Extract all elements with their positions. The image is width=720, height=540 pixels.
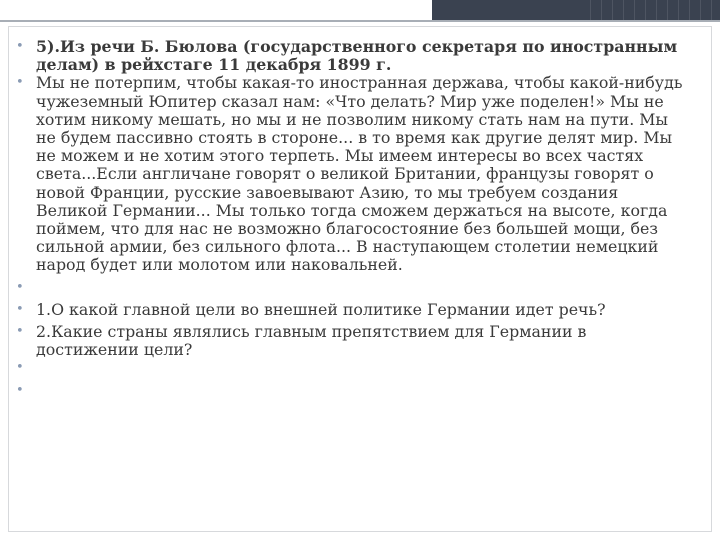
bullet-empty xyxy=(14,359,684,377)
bullet-icon: • xyxy=(16,382,24,398)
bullet-icon: • xyxy=(16,360,24,376)
quote-text: Мы не потерпим, чтобы какая-то иностранная держава, чтобы какой-нибудь чужеземный Юпитер сказал нам: «Что делать? Мир уже поделен!» Мы не хотим никому мешать, но мы и не позволим никому стать нам на пути. Мы не будем пассивно стоять в стороне... в то время как другие делят мир. Мы не можем и не хотим этого терпеть. Мы имеем интересы во всех частях света...Если англичане говорят о великой Британии, французы говорят о новой Франции, русские завоевывают Азию, то мы требуем создания Великой Германии... Мы только тогда сможем держаться на высоте, когда поймем, что для нас не возможно благосостояние без большей мощи, без сильной армии, без сильного флота... В наступающем столетии немецкий народ будет или молотом или наковальней. xyxy=(36,73,683,275)
bullet-empty xyxy=(14,279,684,297)
question-2-text: 2.Какие страны являлись главным препятствием для Германии в достижении цели? xyxy=(36,322,587,360)
header-stripes xyxy=(590,0,720,20)
bullet-icon: • xyxy=(16,301,24,317)
bullet-icon: • xyxy=(16,279,24,295)
bullet-question-2 xyxy=(14,323,684,359)
bullet-question-1 xyxy=(14,301,684,319)
bullet-quote xyxy=(14,74,684,274)
bullet-icon: • xyxy=(16,39,24,54)
bullet-icon: • xyxy=(16,75,24,91)
bullet-heading xyxy=(14,38,684,74)
bullet-list xyxy=(14,38,684,400)
heading-text: 5).Из речи Б. Бюлова (государственного секретаря по иностранным делам) в рейхстаге 11 декабря 1899 г. xyxy=(36,37,678,75)
bullet-icon: • xyxy=(16,324,24,340)
bullet-empty xyxy=(14,382,684,400)
question-1-text: 1.О какой главной цели во внешней политике Германии идет речь? xyxy=(36,299,606,319)
header-rule xyxy=(0,20,720,22)
